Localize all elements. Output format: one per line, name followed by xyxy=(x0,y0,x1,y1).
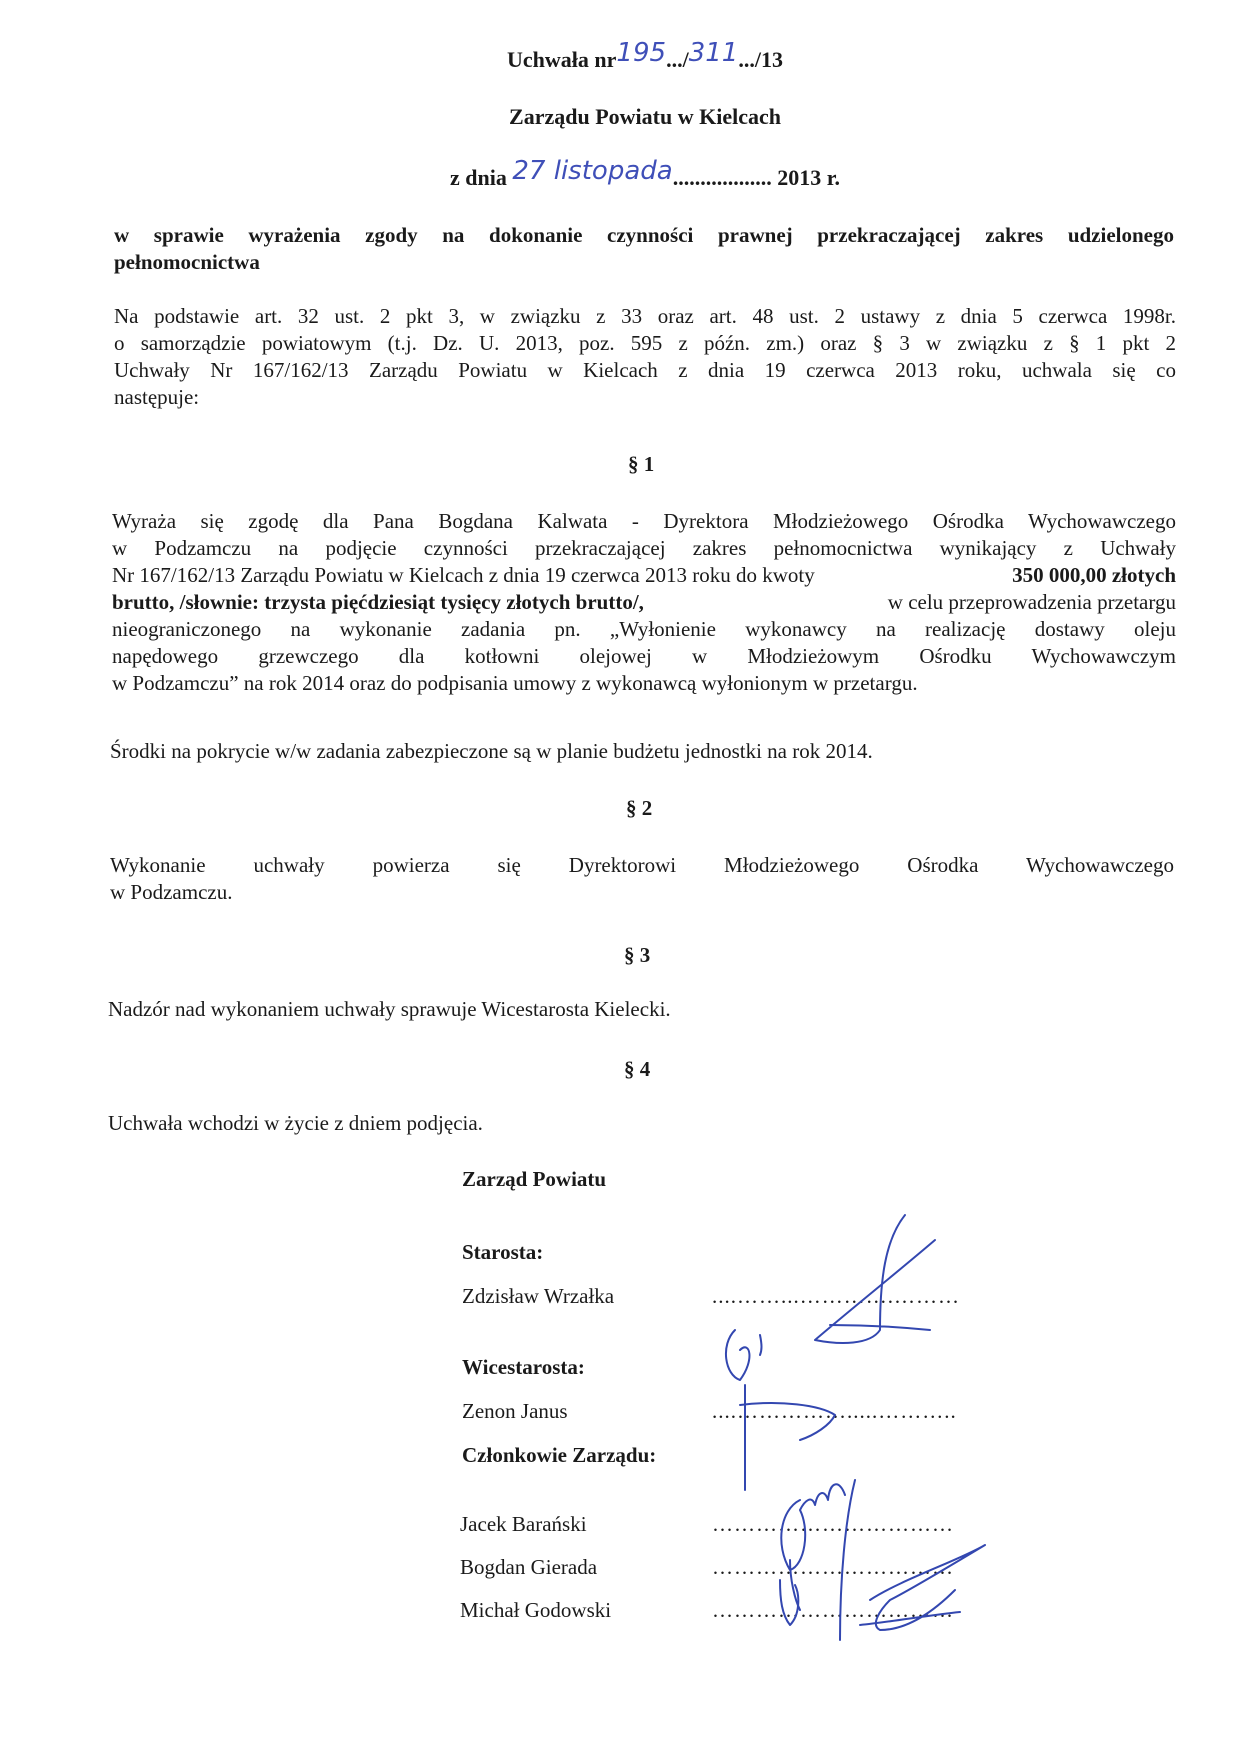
resolution-number-dots-1: ... xyxy=(666,47,683,72)
section-1-amount: 350 000,00 złotych xyxy=(1012,563,1176,587)
resolution-prefix: Uchwała nr xyxy=(507,47,617,72)
section-1-line-1: Wyraża się zgodę dla Pana Bogdana Kalwata - Dyrektora Młodzieżowego Ośrodka Wychowawczego xyxy=(112,509,1176,533)
member-1-signature-line: …………………………… xyxy=(712,1512,954,1536)
section-2-sign: § 2 xyxy=(626,796,653,820)
date-dots: .................. xyxy=(672,165,772,190)
resolution-number-handwritten-1: 195 xyxy=(616,38,667,68)
section-1-amount-in-words: brutto, /słownie: trzysta pięćdziesiąt tysięcy złotych brutto/, xyxy=(112,590,644,614)
board-members-label: Członkowie Zarządu: xyxy=(462,1443,657,1467)
member-2-signature xyxy=(780,1545,985,1630)
section-1-line-5: nieograniczonego na wykonanie zadania pn. „Wyłonienie wykonawcy na realizację dostawy oleju xyxy=(112,617,1176,641)
section-2-line-1: Wykonanie uchwały powierza się Dyrektorowi Młodzieżowego Ośrodka Wychowawczego xyxy=(110,853,1174,877)
resolution-suffix: /13 xyxy=(754,47,783,72)
preamble-line-4: następuje: xyxy=(114,385,200,409)
vice-starosta-signature xyxy=(726,1330,835,1490)
date-prefix: z dnia xyxy=(450,165,507,190)
preamble-line-2: o samorządzie powiatowym (t.j. Dz. U. 2013, poz. 595 z późn. zm.) oraz § 3 w związku z § 1 pkt 2 xyxy=(114,331,1176,355)
subject-line-1: w sprawie wyrażenia zgody na dokonanie czynności prawnej przekraczającej zakres udzielonego xyxy=(114,223,1174,247)
starosta-label: Starosta: xyxy=(462,1240,544,1264)
board-signature-title: Zarząd Powiatu xyxy=(462,1167,607,1191)
section-4-sign: § 4 xyxy=(624,1057,651,1081)
vice-starosta-name: Zenon Janus xyxy=(462,1399,568,1423)
section-1-line-4-b: w celu przeprowadzenia przetargu xyxy=(887,590,1176,614)
member-1-signature xyxy=(781,1480,855,1640)
section-1-line-6: napędowego grzewczego dla kotłowni olejowej w Młodzieżowym Ośrodku Wychowawczym xyxy=(112,644,1176,668)
section-1-funds: Środki na pokrycie w/w zadania zabezpieczone są w planie budżetu jednostki na rok 2014. xyxy=(110,739,873,763)
member-3-name: Michał Godowski xyxy=(460,1598,612,1622)
subject-line-2: pełnomocnictwa xyxy=(114,250,260,274)
member-3-signature-line: …………………………… xyxy=(712,1598,954,1622)
section-1-sign: § 1 xyxy=(628,452,655,476)
section-1-line-2: w Podzamczu na podjęcie czynności przekraczającej zakres pełnomocnictwa wynikający z Uchwały xyxy=(112,536,1176,560)
starosta-signature-line: ....……...………….……… xyxy=(712,1284,960,1308)
resolution-number-separator: / xyxy=(682,47,689,72)
date-suffix: 2013 r. xyxy=(777,165,840,190)
member-2-name: Bogdan Gierada xyxy=(460,1555,598,1579)
preamble-line-1: Na podstawie art. 32 ust. 2 pkt 3, w związku z 33 oraz art. 48 ust. 2 ustawy z dnia 5 czerwca 1998r. xyxy=(114,304,1176,328)
vice-starosta-label: Wicestarosta: xyxy=(462,1355,585,1379)
starosta-signature xyxy=(815,1215,935,1343)
section-1-line-7: w Podzamczu” na rok 2014 oraz do podpisania umowy z wykonawcą wyłonionym w przetargu. xyxy=(112,671,918,695)
starosta-name: Zdzisław Wrzałka xyxy=(462,1284,615,1308)
member-1-name: Jacek Barański xyxy=(460,1512,587,1536)
section-3-sign: § 3 xyxy=(624,943,651,967)
vice-starosta-signature-line: ....…………….....……….. xyxy=(712,1399,957,1423)
board-title: Zarządu Powiatu w Kielcach xyxy=(509,104,781,129)
member-2-signature-line: …………………………… xyxy=(712,1555,954,1579)
section-3-text: Nadzór nad wykonaniem uchwały sprawuje Wicestarosta Kielecki. xyxy=(108,997,671,1021)
section-4-text: Uchwała wchodzi w życie z dniem podjęcia. xyxy=(108,1111,483,1135)
resolution-number-handwritten-2: 311 xyxy=(688,38,739,68)
resolution-number-dots-2: ... xyxy=(738,47,755,72)
date-handwritten: 27 listopada xyxy=(512,156,673,186)
section-2-line-2: w Podzamczu. xyxy=(110,880,233,904)
preamble-line-3: Uchwały Nr 167/162/13 Zarządu Powiatu w Kielcach z dnia 19 czerwca 2013 roku, uchwala się co xyxy=(114,358,1176,382)
section-1-line-3-a: Nr 167/162/13 Zarządu Powiatu w Kielcach z dnia 19 czerwca 2013 roku do kwoty xyxy=(112,563,815,587)
